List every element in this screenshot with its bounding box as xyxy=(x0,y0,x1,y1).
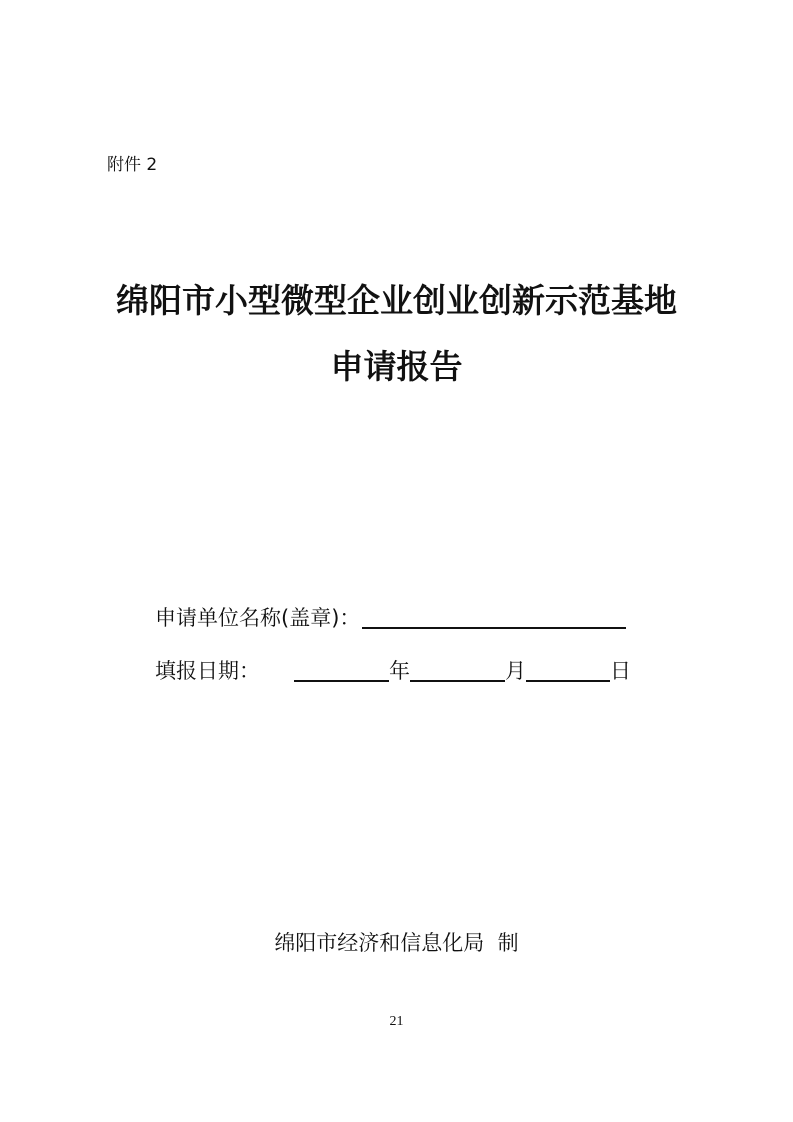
year-blank xyxy=(294,658,389,682)
applicant-name-label: 申请单位名称(盖章)： xyxy=(155,606,361,630)
applicant-name-blank xyxy=(362,605,626,629)
day-blank xyxy=(526,658,610,682)
month-label: 月 xyxy=(505,659,526,683)
fill-date-label: 填报日期： xyxy=(155,659,260,683)
document-title-line-2: 申请报告 xyxy=(330,347,463,386)
issuer-line: 绵阳市经济和信息化局 制 xyxy=(274,931,519,955)
fill-date-row xyxy=(155,656,631,686)
month-blank xyxy=(410,658,505,682)
year-label: 年 xyxy=(389,659,410,683)
page-number: 21 xyxy=(389,1014,404,1029)
attachment-label: 附件 2 xyxy=(107,155,158,175)
day-label: 日 xyxy=(610,659,631,683)
document-title-line-1: 绵阳市小型微型企业创业创新示范基地 xyxy=(116,281,677,320)
applicant-name-row xyxy=(155,603,626,633)
